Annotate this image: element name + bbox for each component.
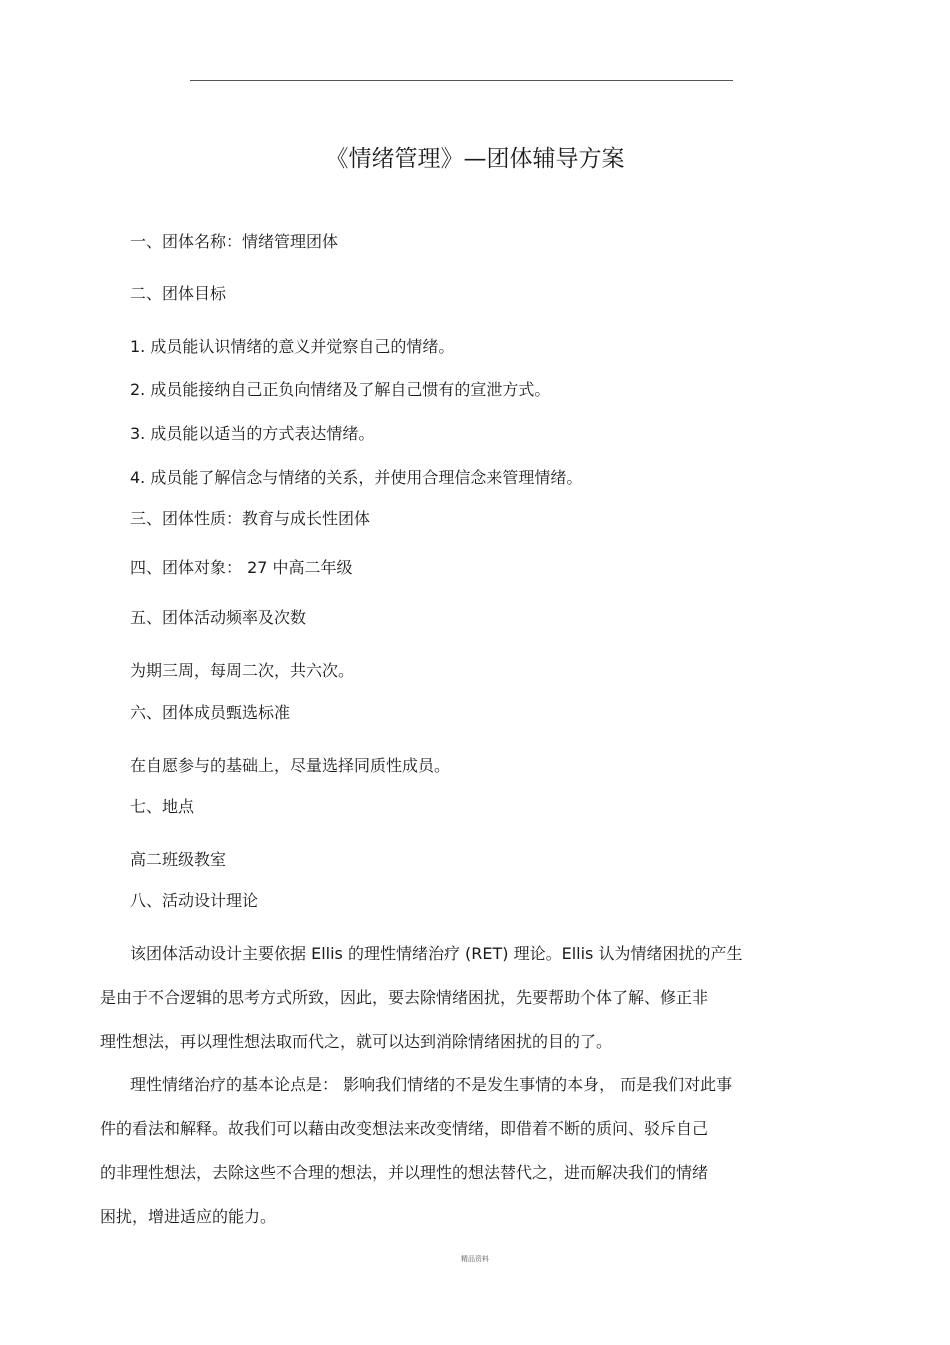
theory-paragraph-1-line-3: 理性想法，再以理性想法取而代之，就可以达到消除情绪困扰的目的了。 [100,1032,613,1051]
goal-item-1: 1. 成员能认识情绪的意义并觉察自己的情绪。 [130,337,455,356]
theory-paragraph-1-line-2: 是由于不合逻辑的思考方式所致，因此，要去除情绪困扰，先要帮助个体了解、修正非 [100,988,709,1007]
document-title: 《情绪管理》—团体辅导方案 [325,146,625,172]
section-7-location-heading: 七、地点 [130,797,195,816]
theory-paragraph-2-line-4: 困扰，增进适应的能力。 [100,1207,277,1226]
theory-paragraph-2-line-3: 的非理性想法，去除这些不合理的想法，并以理性的想法替代之，进而解决我们的情绪 [100,1163,709,1182]
theory-paragraph-2-line-1: 理性情绪治疗的基本论点是： 影响我们情绪的不是发生事情的本身， 而是我们对此事 [130,1075,733,1094]
section-2-group-goals: 二、团体目标 [130,284,227,303]
goal-item-2: 2. 成员能接纳自己正负向情绪及了解自己惯有的宣泄方式。 [130,380,551,399]
header-rule [190,80,733,81]
goal-item-3: 3. 成员能以适当的方式表达情绪。 [130,424,375,443]
theory-paragraph-2-line-2: 件的看法和解释。故我们可以藉由改变想法来改变情绪，即借着不断的质问、驳斥自己 [100,1119,709,1138]
section-5-frequency-heading: 五、团体活动频率及次数 [130,608,307,627]
section-3-group-nature: 三、团体性质：教育与成长性团体 [130,509,371,528]
section-1-group-name: 一、团体名称：情绪管理团体 [130,232,339,251]
theory-paragraph-1-line-1: 该团体活动设计主要依据 Ellis 的理性情绪治疗 (RET) 理论。Ellis 认为情绪困扰的产生 [130,944,743,963]
location-text: 高二班级教室 [130,850,227,869]
section-8-theory-heading: 八、活动设计理论 [130,891,259,910]
section-4-group-target: 四、团体对象： 27 中高二年级 [130,558,353,577]
frequency-text: 为期三周，每周二次，共六次。 [130,661,355,680]
goal-item-4: 4. 成员能了解信念与情绪的关系，并使用合理信念来管理情绪。 [130,468,583,487]
selection-text: 在自愿参与的基础上，尽量选择同质性成员。 [130,756,451,775]
section-6-selection-heading: 六、团体成员甄选标准 [130,703,291,722]
page-footer: 精品资料 [461,1255,489,1263]
